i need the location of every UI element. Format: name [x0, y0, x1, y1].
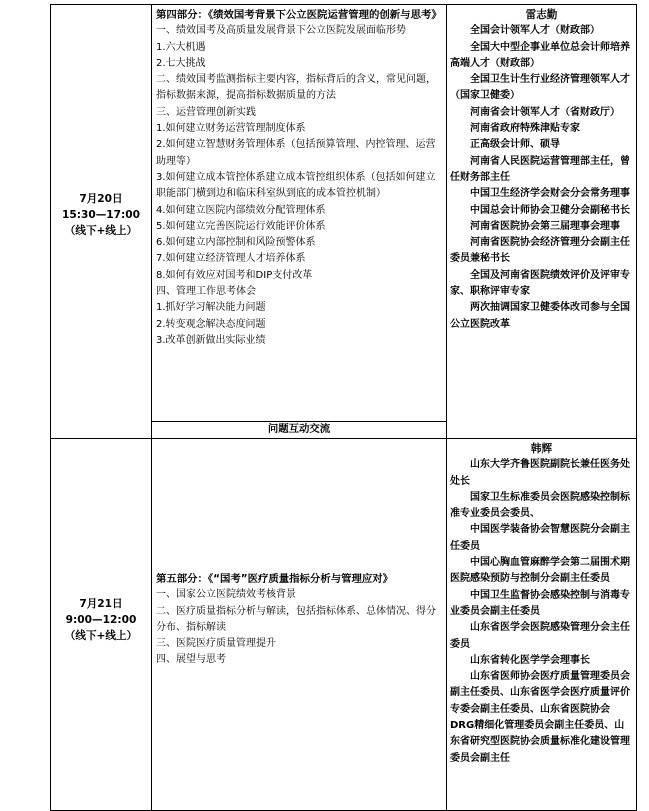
outline-item: 1.如何建立财务运营管理制度体系: [156, 123, 306, 135]
outline-item: 一、绩效国考及高质量发展背景下公立医院发展面临形势: [156, 25, 406, 37]
outline-item: 1.抓好学习解决能力问题: [156, 302, 266, 314]
outline-item: 一、国家公立医院绩效考核背景: [156, 589, 296, 601]
session2-outline: [156, 587, 442, 668]
session1-date-cell: [51, 5, 152, 439]
session2-date-cell: [51, 439, 152, 811]
outline-item: 1.六大机遇: [156, 41, 206, 53]
speaker-credential: 全国及河南省医院绩效评价及评审专家、职称评审专家: [450, 269, 630, 298]
speaker-credential: 河南省人民医院运营管理部主任，曾任财务部主任: [450, 155, 630, 183]
speaker-credential: 山东大学齐鲁医院副院长兼任医务处处长: [450, 459, 630, 487]
session2-time: 9:00—12:00: [65, 614, 137, 626]
speaker-credential: 河南省医院协会经济管理分会副主任委员兼秘书长: [450, 237, 630, 265]
outline-item: 8.如何有效应对国考和DIP支付改革: [156, 269, 313, 281]
outline-item: 6.如何建立内部控制和风险预警体系: [156, 237, 316, 249]
outline-item: 2.转变观念解决态度问题: [156, 318, 266, 330]
session1-title: 第四部分：《绩效国考背景下公立医院运营管理的创新与思考》: [156, 9, 442, 21]
speaker-credential: 国家卫生标准委员会医院感染控制标准专业委员会委员、: [450, 491, 630, 520]
session2-mode: （线下+线上）: [64, 630, 138, 642]
session1-interaction: 问题互动交流: [267, 423, 331, 435]
session1-mode: （线下+线上）: [64, 225, 138, 237]
outline-item: 三、医院医疗质量管理提升: [156, 638, 276, 650]
speaker-credential: 中国卫生监督协会感染控制与消毒专业委员会副主任委员: [450, 589, 630, 617]
session2-speaker-name: 韩辉: [530, 443, 553, 455]
outline-item: 5.如何建立完善医院运行效能评价体系: [156, 220, 326, 232]
outline-item: 3.如何建立成本管控体系建立成本管控组织体系（包括如何建立职能部门横到边和临床科室纵到底的成本管控机制）: [156, 171, 436, 200]
outline-item: 4.如何建立医院内部绩效分配管理体系: [156, 204, 326, 216]
speaker-credential: 河南省医院协会第三届理事会理事: [470, 220, 620, 232]
speaker-credential: 河南省政府特殊津贴专家: [470, 123, 580, 135]
session1-date-block: [51, 191, 151, 239]
session1-date: 7月20日: [79, 193, 123, 205]
session2-content-cell: [152, 439, 447, 811]
session1-outline: [156, 23, 442, 349]
speaker-credential: 全国会计领军人才（财政部）: [470, 25, 600, 37]
speaker-credential: 山东省转化医学学会理事长: [470, 654, 590, 666]
speaker-credential: 中国医学装备协会智慧医院分会副主任委员: [450, 524, 630, 552]
speaker-credential: 中国总会计师协会卫健分会副秘书长: [470, 204, 630, 216]
session1-speaker-cell: [447, 5, 637, 439]
outline-item: 四、管理工作思考体会: [156, 286, 256, 298]
session2-date: 7月21日: [79, 598, 123, 610]
speaker-credential: 中国心胸血管麻醉学会第二届围术期医院感染预防与控制分会副主任委员: [450, 557, 630, 585]
session1-interaction-cell: [152, 422, 447, 439]
session1-time: 15:30—17:00: [61, 209, 141, 221]
speaker-credential: 山东省医学会医院感染管理分会主任委员: [450, 622, 630, 650]
outline-item: 3.改革创新做出实际业绩: [156, 334, 266, 346]
session2-speaker-cell: [447, 439, 637, 811]
session1-speaker-name: 雷志勤: [525, 9, 558, 21]
outline-item: 三、运营管理创新实践: [156, 106, 256, 118]
session2-date-block: [51, 596, 151, 644]
outline-item: 7.如何建立经济管理人才培养体系: [156, 253, 306, 265]
session1-speaker-credentials: [450, 23, 633, 333]
session2-speaker-credentials: [450, 457, 633, 767]
speaker-credential: 山东省医师协会医疗质量管理委员会副主任委员、山东省医学会医疗质量评价专委会副主任委员、山东省医院协会DRG精细化管理委员会副主任委员、山东省研究型医院协会质量标准化建设管理委员会副主任: [450, 671, 630, 764]
speaker-credential: 全国大中型企事业单位总会计师培养高端人才（财政部）: [450, 41, 630, 69]
speaker-credential: 正高级会计师、硕导: [470, 139, 560, 151]
speaker-credential: 两次抽调国家卫健委体改司参与全国公立医院改革: [450, 302, 630, 330]
speaker-credential: 全国卫生计生行业经济管理领军人才（国家卫健委）: [450, 74, 630, 102]
outline-item: 二、绩效国考监测指标主要内容，指标背后的含义，常见问题，指标数据来源，提高指标数据质量的方法: [156, 74, 436, 102]
speaker-credential: 中国卫生经济学会财会分会常务理事: [470, 188, 630, 200]
outline-item: 2.如何建立智慧财务管理体系（包括预算管理、内控管理、运营助理等）: [156, 139, 436, 167]
outline-item: 2.七大挑战: [156, 57, 206, 69]
session2-title: 第五部分：《“国考”医疗质量指标分析与管理应对》: [156, 573, 394, 585]
schedule-table: [50, 4, 637, 811]
session1-content-cell: [152, 5, 447, 422]
outline-item: 四、展望与思考: [156, 654, 226, 666]
outline-item: 二、医疗质量指标分析与解读，包括指标体系、总体情况、得分分布、指标解读: [156, 605, 436, 633]
speaker-credential: 河南省会计领军人才（省财政厅）: [470, 106, 620, 118]
